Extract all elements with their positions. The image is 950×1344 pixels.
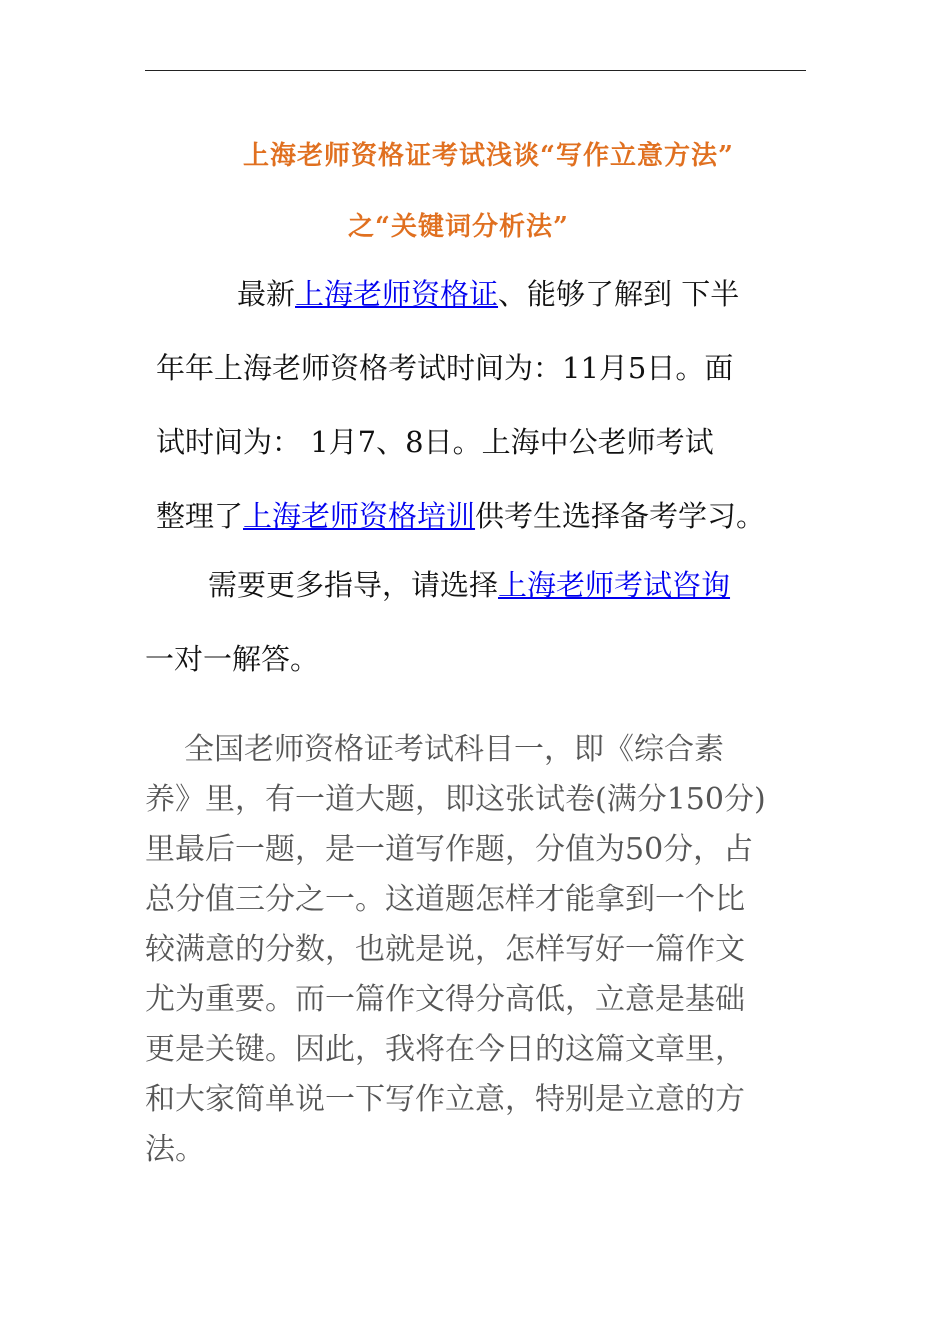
intro-line-6: 一对一解答。: [145, 642, 320, 676]
intro-line-2: 年年上海老师资格考试时间为：11月5日。面: [156, 351, 734, 385]
title-line-2: 之“关键词分析法”: [348, 212, 569, 242]
header-rule: [145, 70, 806, 71]
intro-text: 最新: [237, 277, 296, 311]
body-line: 更是关键。因此，我将在今日的这篇文章里，: [145, 1032, 745, 1067]
body-line: 较满意的分数，也就是说，怎样写好一篇作文: [145, 932, 745, 967]
intro-text: 整理了: [156, 499, 244, 533]
body-line: 总分值三分之一。这道题怎样才能拿到一个比: [145, 882, 745, 917]
intro-line-5: [208, 563, 730, 604]
intro-text: 供考生选择备考学习。: [475, 499, 766, 533]
intro-text: 、能够了解到 下半: [498, 277, 740, 311]
link-shanghai-teacher-certificate[interactable]: 上海老师资格证: [295, 277, 499, 311]
body-line: 法。: [145, 1132, 205, 1167]
link-shanghai-teacher-consult[interactable]: 上海老师考试咨询: [498, 568, 731, 602]
body-line: 尤为重要。而一篇作文得分高低，立意是基础: [145, 982, 745, 1017]
title-line-1: 上海老师资格证考试浅谈“写作立意方法”: [243, 141, 734, 171]
body-line: 全国老师资格证考试科目一，即《综合素: [184, 732, 724, 767]
intro-line-3: 试时间为： 1月7、8日。上海中公老师考试: [156, 425, 714, 459]
intro-line-1: [237, 272, 739, 313]
body-line: 里最后一题，是一道写作题，分值为50分，占: [145, 832, 754, 867]
body-line: 和大家简单说一下写作立意，特别是立意的方: [145, 1082, 745, 1117]
intro-text: 需要更多指导，请选择: [208, 568, 499, 602]
body-line: 养》里，有一道大题，即这张试卷(满分150分): [145, 782, 766, 817]
link-shanghai-teacher-training[interactable]: 上海老师资格培训: [243, 499, 476, 533]
intro-line-4: [156, 494, 765, 535]
